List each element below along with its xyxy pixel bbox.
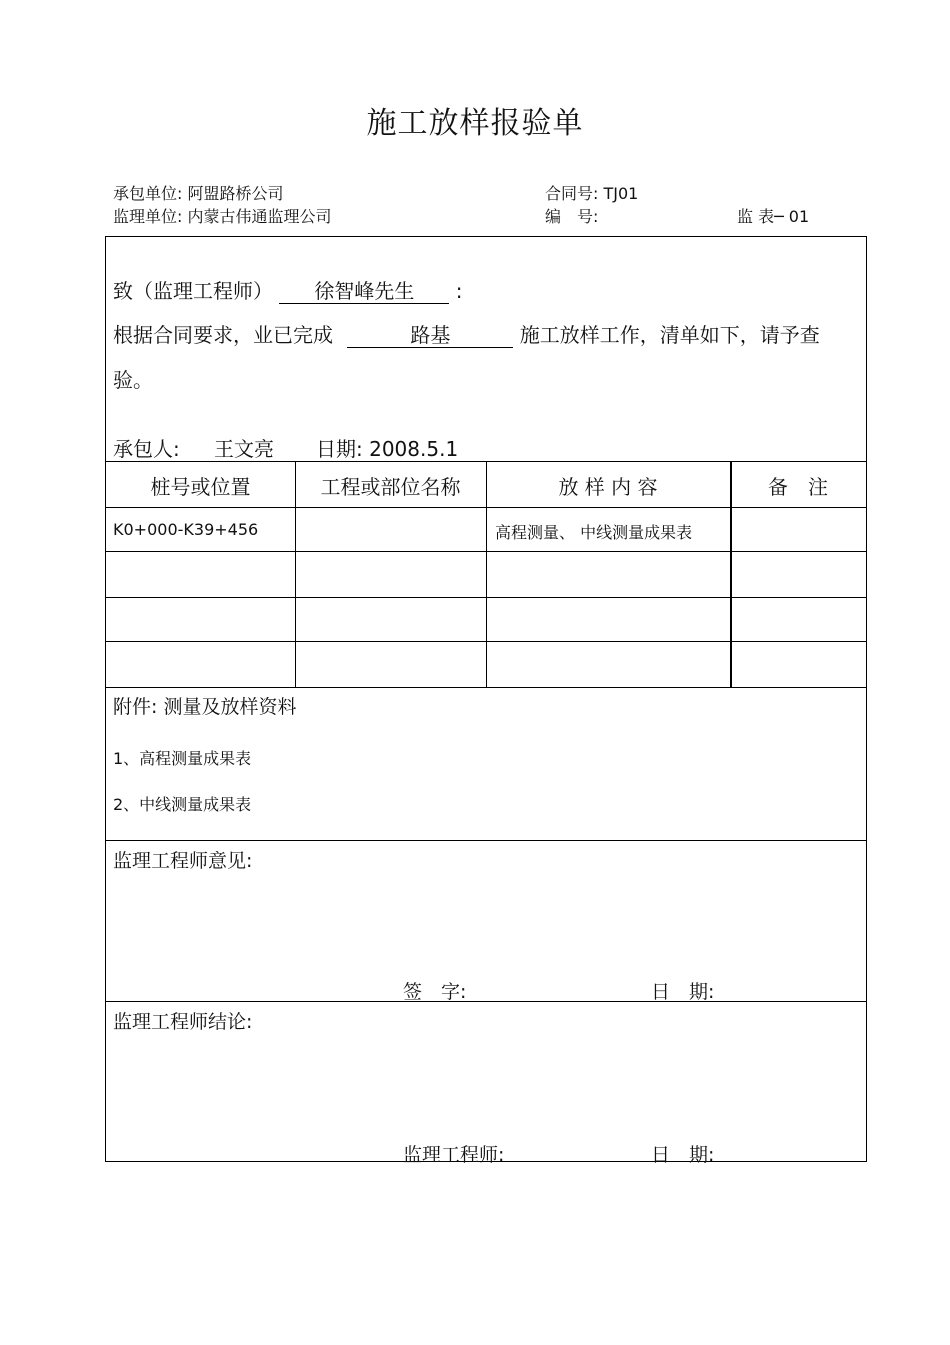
table-bottom-line [106,687,866,688]
contract-no-label: 合同号: [545,184,599,203]
contract-no-value: TJ01 [603,184,639,203]
attachment-item: 1、高程测量成果表 [113,749,252,768]
intro-date-value: 2008.5.1 [369,437,459,461]
form-box [105,236,867,1166]
contract-no-line [545,181,638,204]
opinion-label: 监理工程师意见: [113,850,253,872]
col-header-station: 桩号或位置 [150,475,251,499]
contractor-line [113,181,284,204]
to-line [113,275,462,304]
attachments-label: 附件: 测量及放样资料 [113,696,297,718]
opinion-sign-label: 签 字: [403,981,467,1003]
form-code: 监 表─ 01 [737,207,810,226]
supervisor-label: 监理单位: [113,207,183,226]
intro-date-label: 日期: [316,437,363,461]
work-item: 路基 [347,324,513,348]
contractor-value: 阿盟路桥公司 [187,184,284,203]
serial-label: 编 号: [545,207,599,226]
conclusion-date-label: 日 期: [651,1144,715,1166]
col-header-remarks: 备 注 [768,475,828,499]
contractor-person-label: 承包人: [113,437,180,461]
table-cell-station: K0+000-K39+456 [113,520,259,539]
to-label: 致（监理工程师） [113,279,273,303]
col-header-content: 放 样 内 容 [558,475,658,499]
contractor-person: 王文亮 [214,437,274,461]
section-divider [106,1001,866,1002]
request-line [113,319,820,348]
contractor-label: 承包单位: [113,184,183,203]
to-colon: : [455,279,463,303]
page-title: 施工放样报验单 [366,106,584,141]
opinion-date-label: 日 期: [651,981,715,1003]
engineer-name: 徐智峰先生 [279,280,449,304]
conclusion-label: 监理工程师结论: [113,1011,253,1033]
col-header-work-name: 工程或部位名称 [320,475,461,499]
intro-date [316,433,458,462]
table-cell-content: 高程测量、 中线测量成果表 [495,523,693,542]
request-prefix: 根据合同要求，业已完成 [113,323,333,347]
conclusion-engineer-label: 监理工程师: [403,1144,505,1166]
section-divider [106,840,866,841]
supervisor-line [113,204,332,227]
attachment-item: 2、中线测量成果表 [113,795,252,814]
request-cont: 验。 [113,368,153,392]
supervisor-value: 内蒙古伟通监理公司 [187,207,332,226]
request-suffix: 施工放样工作，清单如下，请予查 [519,323,820,347]
